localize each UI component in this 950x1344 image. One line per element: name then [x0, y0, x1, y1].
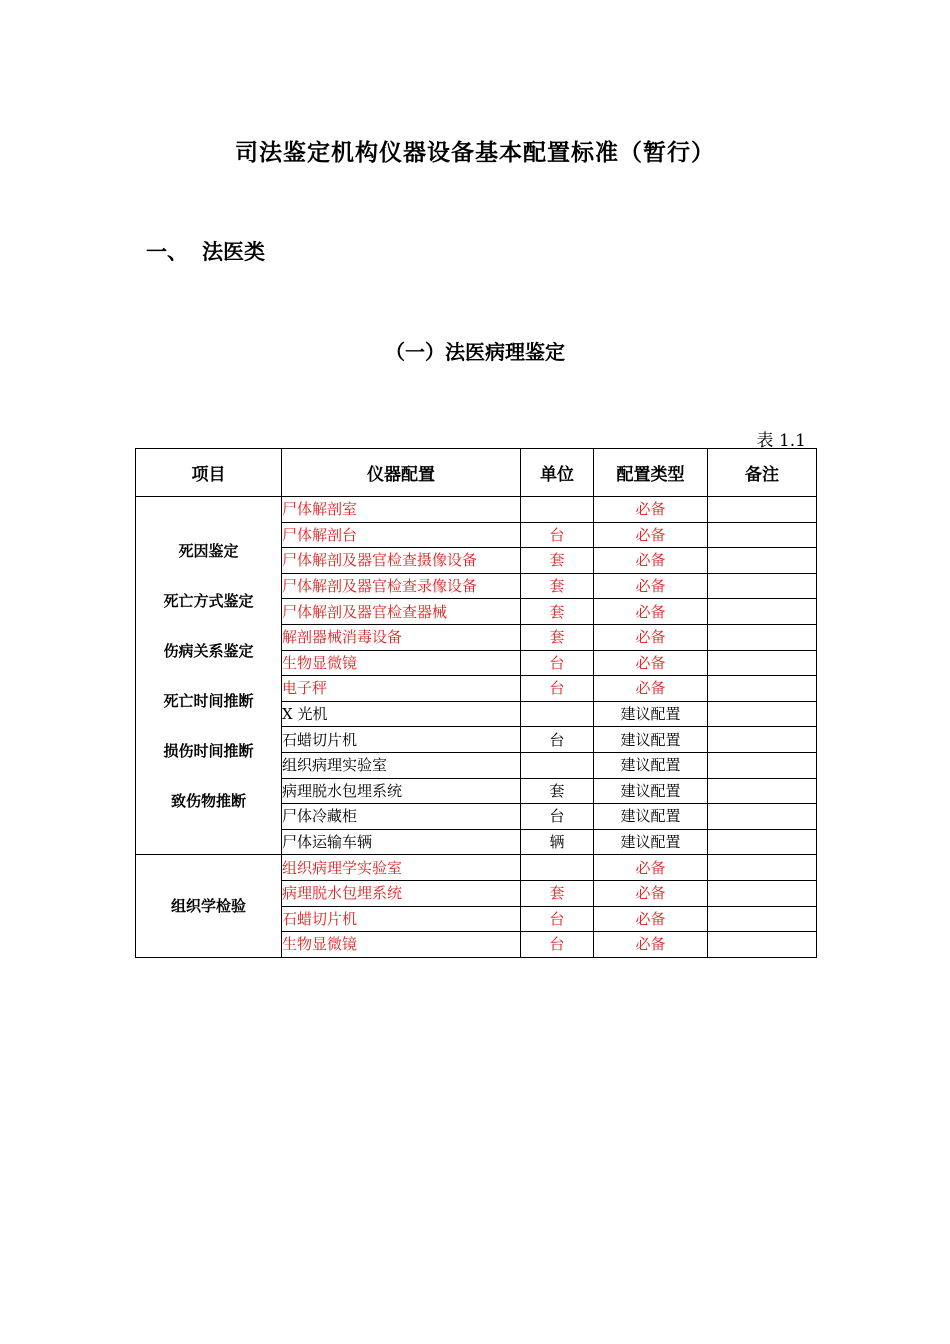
note-cell	[708, 804, 817, 830]
equipment-cell: 病理脱水包埋系统	[282, 880, 521, 906]
unit-cell: 台	[521, 727, 594, 753]
config-type-cell: 必备	[594, 548, 708, 574]
equipment-cell: 生物显微镜	[282, 650, 521, 676]
document-title: 司法鉴定机构仪器设备基本配置标准（暂行）	[235, 140, 715, 166]
equipment-cell: 尸体解剖室	[282, 497, 521, 523]
note-cell	[708, 548, 817, 574]
unit-cell	[521, 752, 594, 778]
section-title: 法医类	[202, 240, 265, 264]
item-group-cell	[136, 855, 282, 957]
note-cell	[708, 932, 817, 958]
unit-cell: 台	[521, 650, 594, 676]
item-name: 致伤物推断	[170, 791, 246, 810]
config-type-cell: 必备	[594, 676, 708, 702]
config-type-cell: 必备	[594, 650, 708, 676]
equipment-cell: 尸体冷藏柜	[282, 804, 521, 830]
equipment-cell: 组织病理学实验室	[282, 855, 521, 881]
header-item: 项目	[136, 449, 282, 497]
unit-cell: 台	[521, 932, 594, 958]
config-type-cell: 必备	[594, 599, 708, 625]
table-header-row	[136, 449, 817, 497]
note-cell	[708, 676, 817, 702]
note-cell	[708, 650, 817, 676]
header-equipment: 仪器配置	[282, 449, 521, 497]
unit-cell: 套	[521, 599, 594, 625]
equipment-cell: 石蜡切片机	[282, 727, 521, 753]
unit-cell: 台	[521, 522, 594, 548]
note-cell	[708, 829, 817, 855]
table-body	[136, 497, 817, 958]
note-cell	[708, 880, 817, 906]
subsection-heading: （一）法医病理鉴定	[385, 340, 565, 364]
table-row	[136, 855, 817, 881]
equipment-cell: 尸体解剖及器官检查器械	[282, 599, 521, 625]
header-unit: 单位	[521, 449, 594, 497]
unit-cell: 套	[521, 548, 594, 574]
note-cell	[708, 778, 817, 804]
note-cell	[708, 855, 817, 881]
config-type-cell: 建议配置	[594, 727, 708, 753]
note-cell	[708, 624, 817, 650]
equipment-cell: 尸体解剖台	[282, 522, 521, 548]
section-heading	[146, 236, 265, 266]
item-name: 损伤时间推断	[163, 741, 254, 760]
item-name: 死亡时间推断	[163, 691, 254, 710]
note-cell	[708, 727, 817, 753]
header-config-type: 配置类型	[594, 449, 708, 497]
item-name: 组织学检验	[170, 897, 246, 915]
config-type-cell: 建议配置	[594, 701, 708, 727]
note-cell	[708, 701, 817, 727]
unit-cell	[521, 855, 594, 881]
config-type-cell: 必备	[594, 522, 708, 548]
note-cell	[708, 573, 817, 599]
unit-cell: 套	[521, 624, 594, 650]
note-cell	[708, 599, 817, 625]
config-type-cell: 建议配置	[594, 829, 708, 855]
equipment-cell: 组织病理实验室	[282, 752, 521, 778]
config-type-cell: 必备	[594, 855, 708, 881]
unit-cell: 套	[521, 573, 594, 599]
equipment-cell: 尸体解剖及器官检查录像设备	[282, 573, 521, 599]
unit-cell: 台	[521, 676, 594, 702]
config-type-cell: 必备	[594, 497, 708, 523]
unit-cell: 辆	[521, 829, 594, 855]
config-type-cell: 必备	[594, 880, 708, 906]
equipment-config-table	[135, 448, 817, 958]
note-cell	[708, 752, 817, 778]
config-type-cell: 建议配置	[594, 752, 708, 778]
item-name: 伤病关系鉴定	[163, 641, 254, 660]
equipment-cell: 病理脱水包埋系统	[282, 778, 521, 804]
item-name: 死亡方式鉴定	[163, 591, 254, 610]
note-cell	[708, 522, 817, 548]
config-type-cell: 建议配置	[594, 804, 708, 830]
unit-cell	[521, 701, 594, 727]
section-number: 一、	[146, 240, 188, 264]
table-row	[136, 497, 817, 523]
note-cell	[708, 497, 817, 523]
config-type-cell: 必备	[594, 932, 708, 958]
item-group-cell	[136, 497, 282, 855]
item-name: 死因鉴定	[178, 541, 239, 560]
equipment-cell: 石蜡切片机	[282, 906, 521, 932]
config-type-cell: 必备	[594, 906, 708, 932]
config-type-cell: 必备	[594, 624, 708, 650]
unit-cell	[521, 497, 594, 523]
config-type-cell: 建议配置	[594, 778, 708, 804]
equipment-cell: 尸体运输车辆	[282, 829, 521, 855]
unit-cell: 台	[521, 906, 594, 932]
equipment-cell: 解剖器械消毒设备	[282, 624, 521, 650]
note-cell	[708, 906, 817, 932]
header-note: 备注	[708, 449, 817, 497]
equipment-cell: 尸体解剖及器官检查摄像设备	[282, 548, 521, 574]
equipment-cell: 生物显微镜	[282, 932, 521, 958]
equipment-cell: 电子秤	[282, 676, 521, 702]
unit-cell: 套	[521, 880, 594, 906]
unit-cell: 台	[521, 804, 594, 830]
config-type-cell: 必备	[594, 573, 708, 599]
equipment-cell: X 光机	[282, 701, 521, 727]
unit-cell: 套	[521, 778, 594, 804]
table-label: 表 1.1	[756, 431, 806, 451]
